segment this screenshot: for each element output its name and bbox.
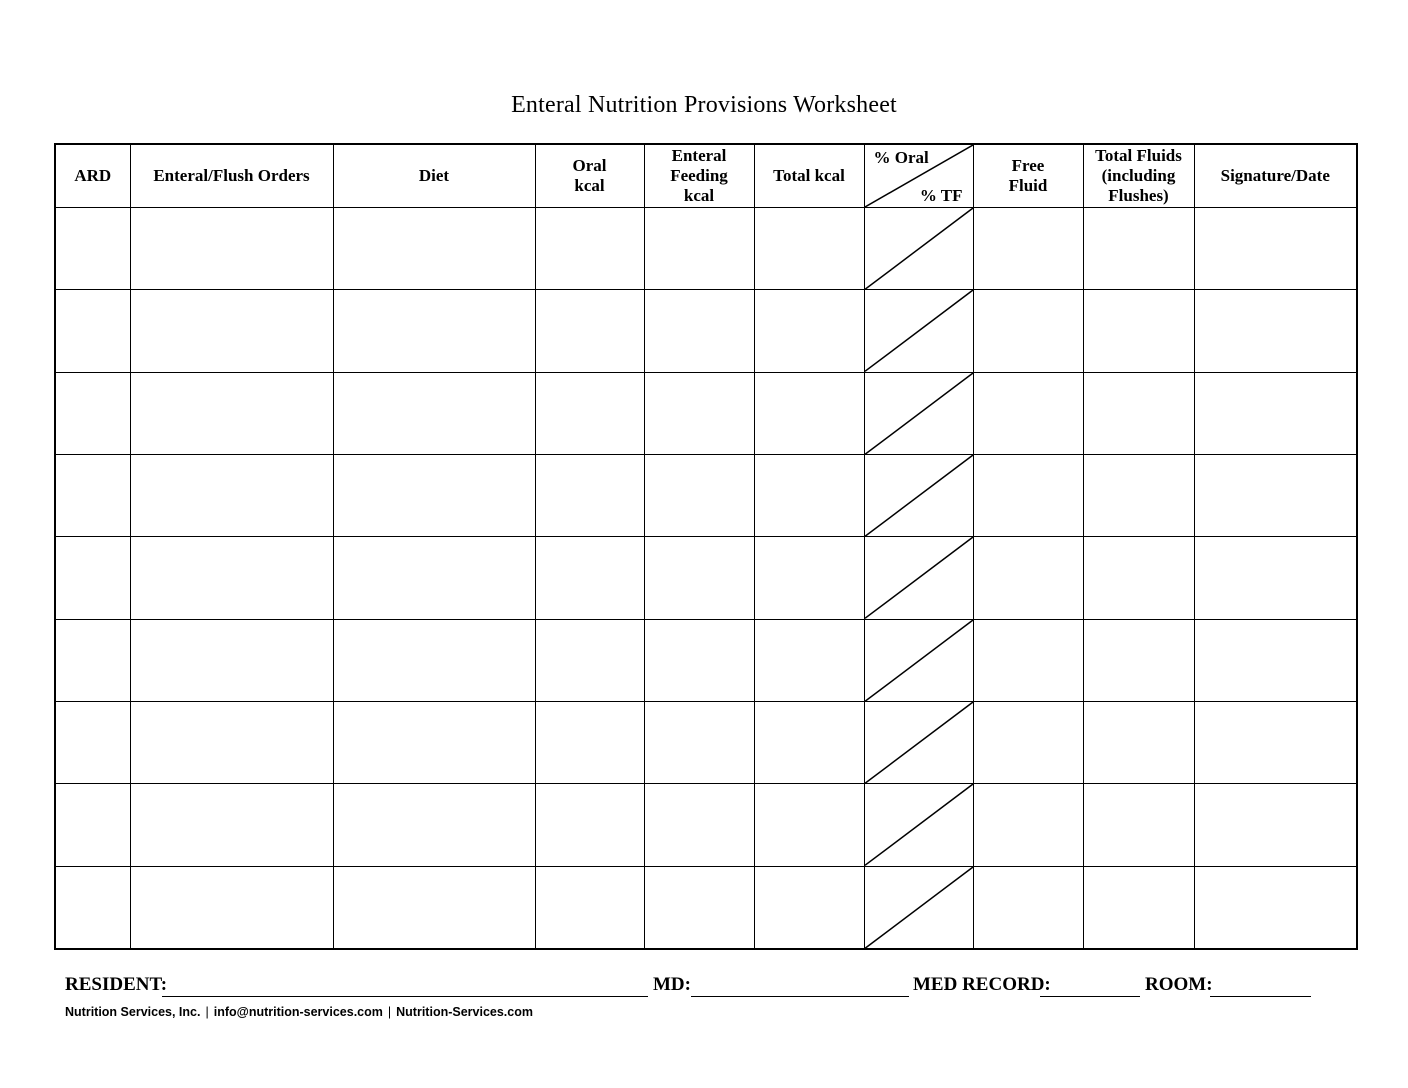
header-oral-kcal-line-2: kcal xyxy=(574,176,605,195)
credits-separator: | xyxy=(205,1005,209,1019)
oral-kcal-cell[interactable] xyxy=(535,208,644,290)
med-record-label: MED RECORD: xyxy=(913,974,1051,995)
company-email[interactable]: info@nutrition-services.com xyxy=(213,1005,383,1019)
ard-cell[interactable] xyxy=(55,784,130,866)
header-signature-date: Signature/Date xyxy=(1194,144,1357,208)
diagonal-divider xyxy=(865,537,973,618)
total-fluids-cell[interactable] xyxy=(1083,290,1194,372)
total-fluids-cell[interactable] xyxy=(1083,866,1194,949)
oral-kcal-cell[interactable] xyxy=(535,290,644,372)
md-field-line[interactable] xyxy=(691,996,909,997)
header-total-fluids-line-2: (including xyxy=(1101,166,1176,185)
table-row xyxy=(55,619,1357,701)
ard-cell[interactable] xyxy=(55,372,130,454)
diagonal-divider xyxy=(865,290,973,371)
worksheet-table xyxy=(54,143,1358,950)
free-fluid-cell[interactable] xyxy=(973,784,1083,866)
total-fluids-cell[interactable] xyxy=(1083,208,1194,290)
enteral-flush-orders-cell[interactable] xyxy=(130,372,333,454)
table-row xyxy=(55,537,1357,619)
header-enteral-feeding-line-1: Enteral xyxy=(671,146,727,165)
company-credits xyxy=(65,1005,533,1019)
ard-cell[interactable] xyxy=(55,537,130,619)
total-kcal-cell[interactable] xyxy=(754,372,864,454)
diet-cell[interactable] xyxy=(333,701,535,783)
ard-cell[interactable] xyxy=(55,866,130,949)
table-row xyxy=(55,784,1357,866)
percent-oral-tf-cell[interactable] xyxy=(864,537,973,619)
diagonal-divider xyxy=(865,702,973,783)
percent-oral-tf-cell[interactable] xyxy=(864,701,973,783)
diet-cell[interactable] xyxy=(333,866,535,949)
diet-cell[interactable] xyxy=(333,784,535,866)
total-fluids-cell[interactable] xyxy=(1083,372,1194,454)
md-label: MD: xyxy=(653,974,691,995)
header-percent-tf: % TF xyxy=(919,186,963,205)
header-total-fluids-line-1: Total Fluids xyxy=(1095,146,1182,165)
total-fluids-cell[interactable] xyxy=(1083,784,1194,866)
header-free-fluid-line-2: Fluid xyxy=(1008,176,1048,195)
enteral-feeding-kcal-cell[interactable] xyxy=(644,372,754,454)
resident-label: RESIDENT: xyxy=(65,974,168,995)
oral-kcal-cell[interactable] xyxy=(535,454,644,536)
worksheet-body xyxy=(55,208,1357,950)
total-kcal-cell[interactable] xyxy=(754,208,864,290)
record-footer xyxy=(65,974,1325,1002)
ard-cell[interactable] xyxy=(55,290,130,372)
signature-date-cell[interactable] xyxy=(1194,208,1357,290)
enteral-feeding-kcal-cell[interactable] xyxy=(644,454,754,536)
percent-oral-tf-cell[interactable] xyxy=(864,866,973,949)
header-free-fluid-line-1: Free xyxy=(1011,156,1045,175)
total-fluids-cell[interactable] xyxy=(1083,454,1194,536)
total-fluids-cell[interactable] xyxy=(1083,619,1194,701)
diet-cell[interactable] xyxy=(333,619,535,701)
enteral-flush-orders-cell[interactable] xyxy=(130,619,333,701)
signature-date-cell[interactable] xyxy=(1194,537,1357,619)
header-total-fluids xyxy=(1083,144,1194,208)
table-row xyxy=(55,454,1357,536)
oral-kcal-cell[interactable] xyxy=(535,619,644,701)
enteral-feeding-kcal-cell[interactable] xyxy=(644,866,754,949)
header-total-fluids-line-3: Flushes) xyxy=(1108,186,1169,205)
enteral-feeding-kcal-cell[interactable] xyxy=(644,701,754,783)
enteral-feeding-kcal-cell[interactable] xyxy=(644,208,754,290)
percent-oral-tf-cell[interactable] xyxy=(864,372,973,454)
oral-kcal-cell[interactable] xyxy=(535,372,644,454)
company-website[interactable]: Nutrition-Services.com xyxy=(396,1005,533,1019)
total-kcal-cell[interactable] xyxy=(754,866,864,949)
header-oral-kcal xyxy=(535,144,644,208)
ard-cell[interactable] xyxy=(55,208,130,290)
total-fluids-cell[interactable] xyxy=(1083,701,1194,783)
diagonal-divider xyxy=(865,208,973,289)
oral-kcal-cell[interactable] xyxy=(535,537,644,619)
signature-date-cell[interactable] xyxy=(1194,372,1357,454)
ard-cell[interactable] xyxy=(55,619,130,701)
diagonal-divider xyxy=(865,867,973,948)
header-total-kcal: Total kcal xyxy=(754,144,864,208)
enteral-feeding-kcal-cell[interactable] xyxy=(644,537,754,619)
oral-kcal-cell[interactable] xyxy=(535,784,644,866)
header-enteral-flush-orders: Enteral/Flush Orders xyxy=(130,144,333,208)
enteral-flush-orders-cell[interactable] xyxy=(130,537,333,619)
free-fluid-cell[interactable] xyxy=(973,208,1083,290)
signature-date-cell[interactable] xyxy=(1194,866,1357,949)
total-kcal-cell[interactable] xyxy=(754,619,864,701)
free-fluid-cell[interactable] xyxy=(973,701,1083,783)
diagonal-divider xyxy=(865,784,973,865)
header-percent-oral: % Oral xyxy=(873,148,929,167)
header-enteral-feeding-line-2: Feeding xyxy=(670,166,728,185)
resident-field-line[interactable] xyxy=(162,996,648,997)
free-fluid-cell[interactable] xyxy=(973,537,1083,619)
enteral-flush-orders-cell[interactable] xyxy=(130,290,333,372)
enteral-flush-orders-cell[interactable] xyxy=(130,454,333,536)
oral-kcal-cell[interactable] xyxy=(535,866,644,949)
table-row xyxy=(55,290,1357,372)
room-label: ROOM: xyxy=(1145,974,1213,995)
diagonal-divider xyxy=(865,373,973,454)
free-fluid-cell[interactable] xyxy=(973,454,1083,536)
header-enteral-feeding-kcal xyxy=(644,144,754,208)
diagonal-divider xyxy=(865,620,973,701)
enteral-feeding-kcal-cell[interactable] xyxy=(644,784,754,866)
percent-oral-tf-cell[interactable] xyxy=(864,784,973,866)
diet-cell[interactable] xyxy=(333,537,535,619)
med-record-field-line[interactable] xyxy=(1040,996,1140,997)
header-diet: Diet xyxy=(333,144,535,208)
header-percent-oral-tf xyxy=(864,144,973,208)
free-fluid-cell[interactable] xyxy=(973,290,1083,372)
company-name: Nutrition Services, Inc. xyxy=(65,1005,201,1019)
total-kcal-cell[interactable] xyxy=(754,537,864,619)
header-oral-kcal-line-1: Oral xyxy=(572,156,607,175)
ard-cell[interactable] xyxy=(55,454,130,536)
diet-cell[interactable] xyxy=(333,372,535,454)
diet-cell[interactable] xyxy=(333,208,535,290)
enteral-feeding-kcal-cell[interactable] xyxy=(644,619,754,701)
free-fluid-cell[interactable] xyxy=(973,619,1083,701)
percent-oral-tf-cell[interactable] xyxy=(864,290,973,372)
header-ard: ARD xyxy=(55,144,130,208)
header-row xyxy=(55,144,1357,208)
total-kcal-cell[interactable] xyxy=(754,701,864,783)
table-row xyxy=(55,866,1357,949)
enteral-flush-orders-cell[interactable] xyxy=(130,208,333,290)
total-kcal-cell[interactable] xyxy=(754,784,864,866)
credits-separator: | xyxy=(387,1005,392,1019)
percent-oral-tf-cell[interactable] xyxy=(864,619,973,701)
free-fluid-cell[interactable] xyxy=(973,866,1083,949)
page-title: Enteral Nutrition Provisions Worksheet xyxy=(511,92,897,118)
signature-date-cell[interactable] xyxy=(1194,619,1357,701)
percent-oral-tf-cell[interactable] xyxy=(864,208,973,290)
total-kcal-cell[interactable] xyxy=(754,290,864,372)
table-row xyxy=(55,701,1357,783)
signature-date-cell[interactable] xyxy=(1194,290,1357,372)
free-fluid-cell[interactable] xyxy=(973,372,1083,454)
header-free-fluid xyxy=(973,144,1083,208)
diet-cell[interactable] xyxy=(333,454,535,536)
total-kcal-cell[interactable] xyxy=(754,454,864,536)
table-row xyxy=(55,372,1357,454)
table-row xyxy=(55,208,1357,290)
enteral-flush-orders-cell[interactable] xyxy=(130,701,333,783)
oral-kcal-cell[interactable] xyxy=(535,701,644,783)
signature-date-cell[interactable] xyxy=(1194,454,1357,536)
enteral-flush-orders-cell[interactable] xyxy=(130,784,333,866)
enteral-flush-orders-cell[interactable] xyxy=(130,866,333,949)
total-fluids-cell[interactable] xyxy=(1083,537,1194,619)
signature-date-cell[interactable] xyxy=(1194,784,1357,866)
signature-date-cell[interactable] xyxy=(1194,701,1357,783)
diagonal-divider xyxy=(865,455,973,536)
ard-cell[interactable] xyxy=(55,701,130,783)
percent-oral-tf-cell[interactable] xyxy=(864,454,973,536)
header-enteral-feeding-line-3: kcal xyxy=(683,186,715,205)
diet-cell[interactable] xyxy=(333,290,535,372)
enteral-feeding-kcal-cell[interactable] xyxy=(644,290,754,372)
room-field-line[interactable] xyxy=(1210,996,1311,997)
